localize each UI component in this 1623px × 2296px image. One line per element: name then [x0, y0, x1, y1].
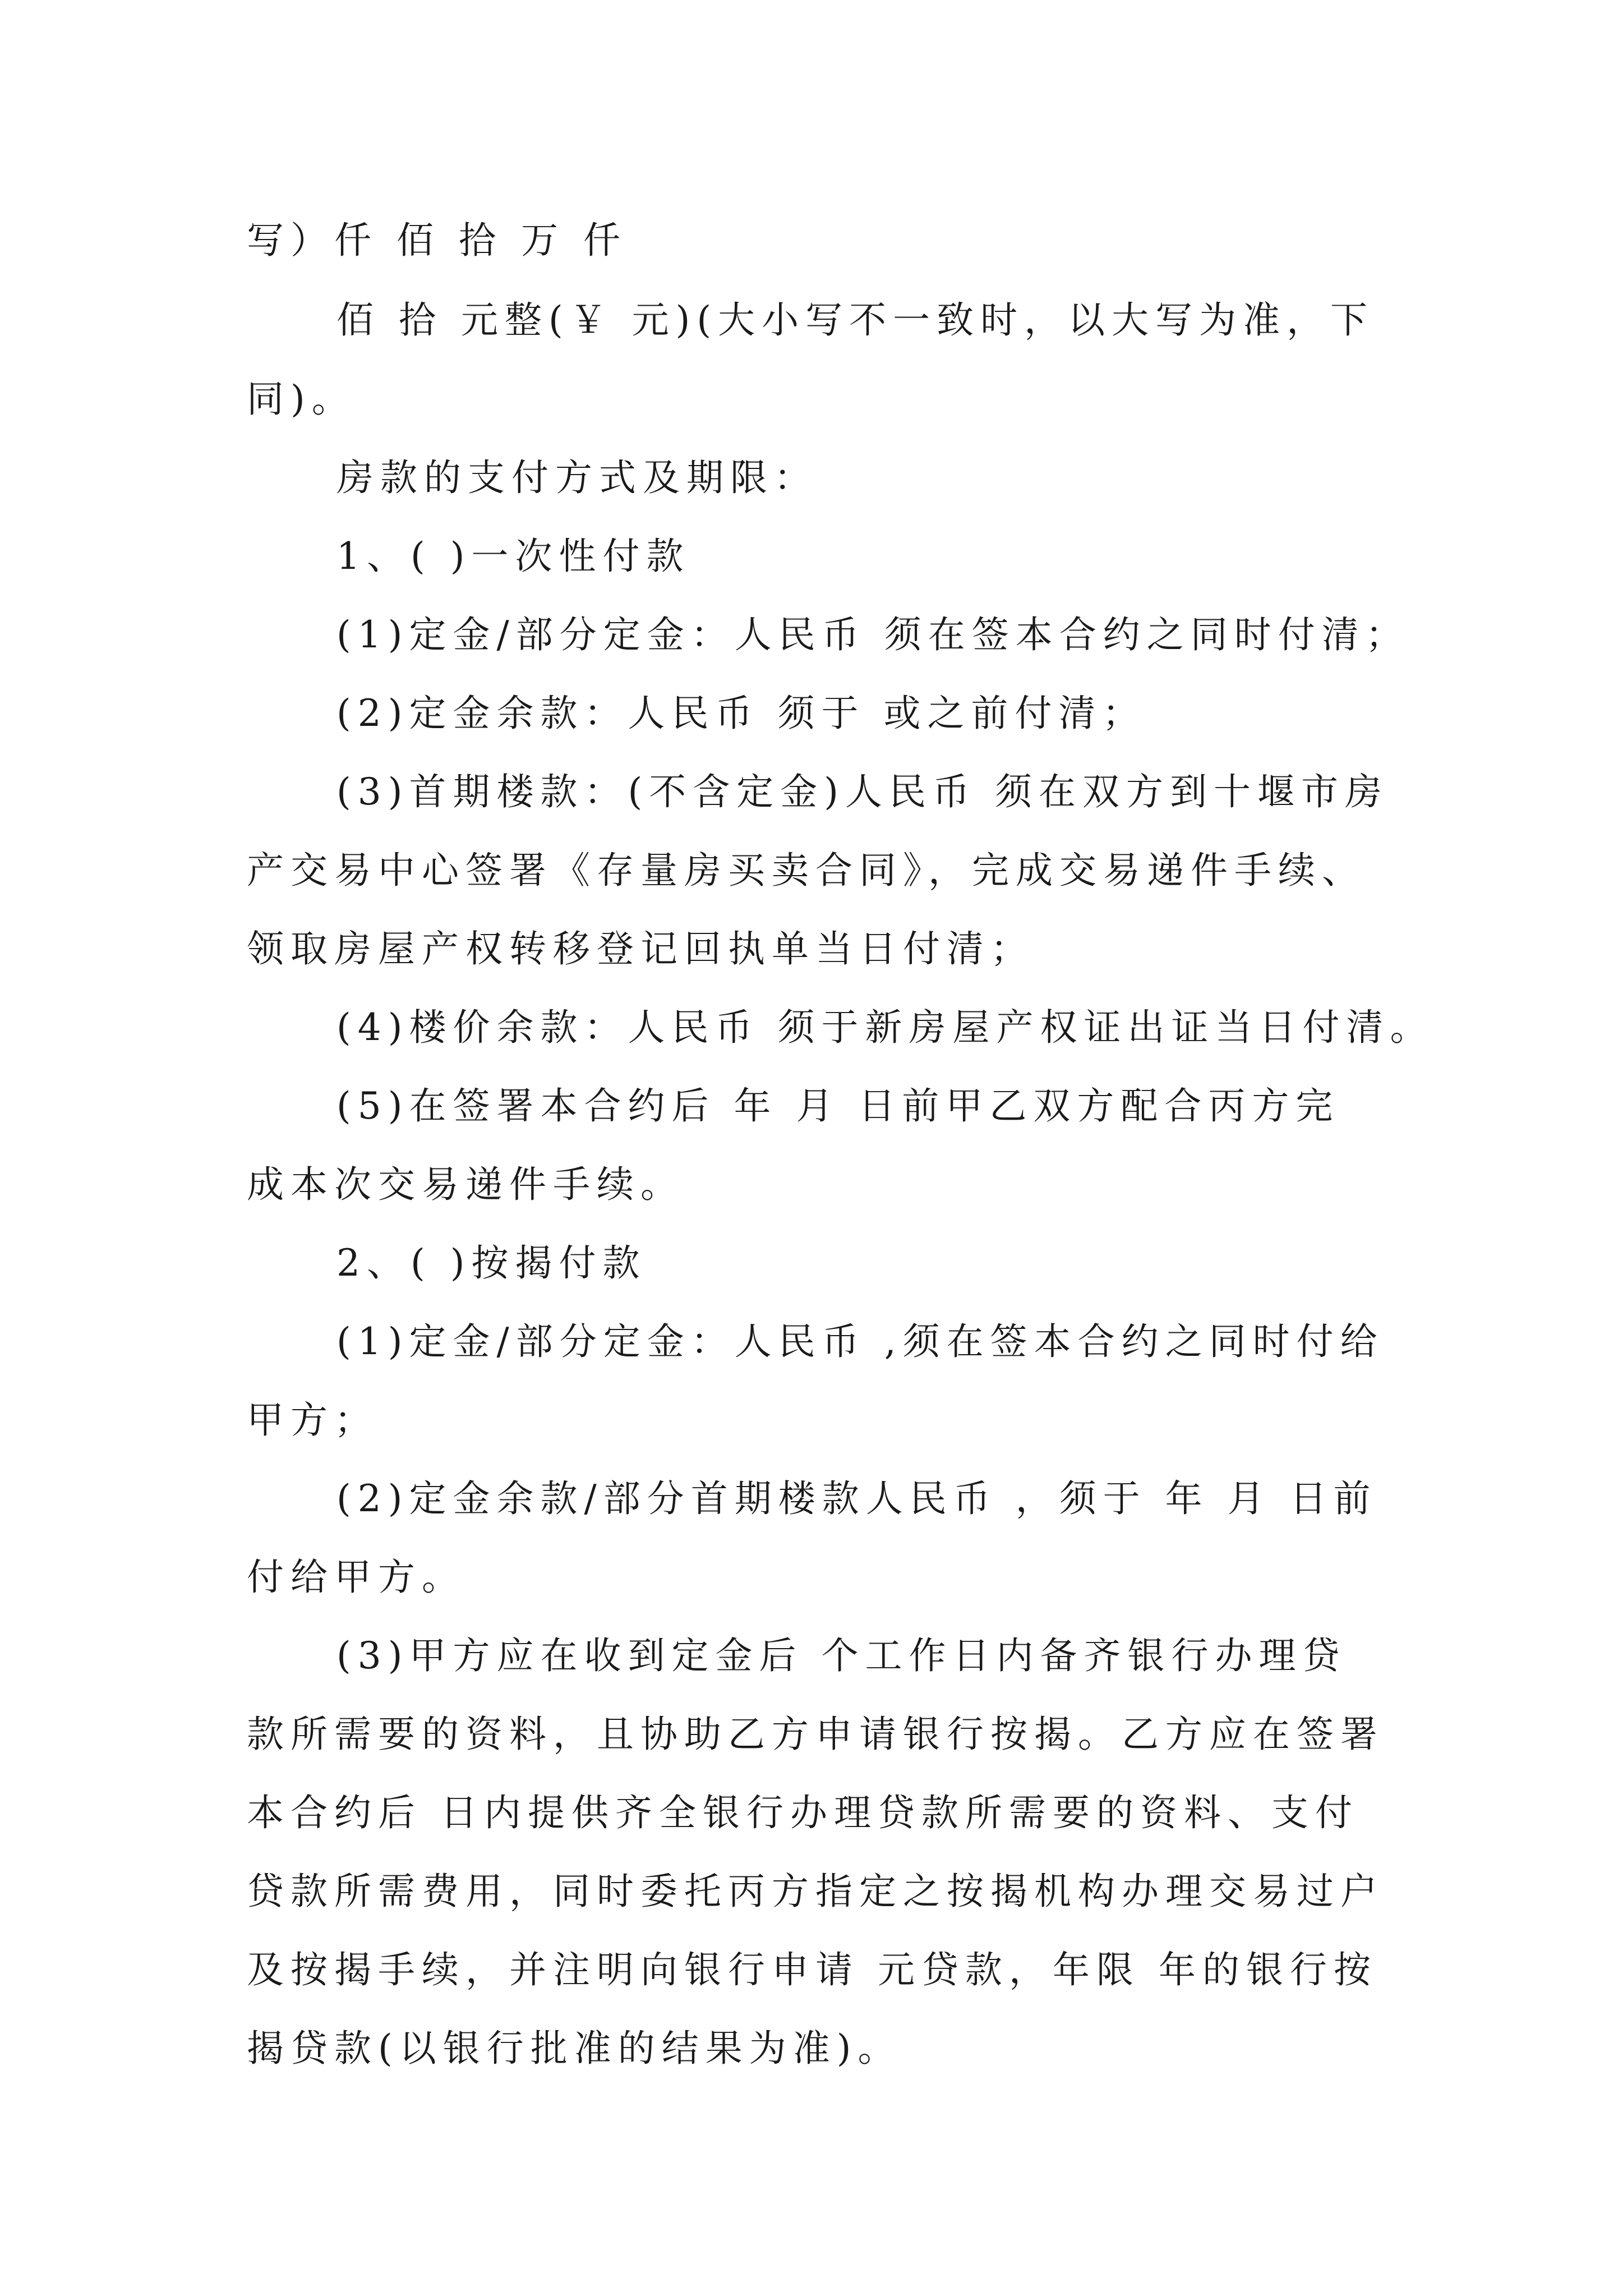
- text-line: 领取房屋产权转移登记回执单当日付清；: [247, 927, 1034, 970]
- text-line: (3)甲方应在收到定金后 个工作日内备齐银行办理贷: [336, 1634, 1347, 1677]
- text-line: 本合约后 日内提供齐全银行办理贷款所需要的资料、支付: [247, 1791, 1359, 1834]
- text-line: 房款的支付方式及期限：: [336, 456, 818, 499]
- text-line: 同)。: [247, 378, 356, 421]
- text-line: (2)定金余款：人民币 须于 或之前付清；: [336, 692, 1146, 735]
- text-line: 及按揭手续，并注明向银行申请 元贷款，年限 年的银行按: [247, 1948, 1377, 1991]
- text-line: 2、( )按揭付款: [336, 1241, 647, 1285]
- text-line: 贷款所需费用，同时委托丙方指定之按揭机构办理交易过户: [247, 1870, 1384, 1913]
- text-line: 产交易中心签署《存量房买卖合同》，完成交易递件手续、: [247, 849, 1366, 892]
- text-line: 揭贷款(以银行批准的结果为准)。: [247, 2027, 902, 2070]
- text-line: 佰 拾 元整(￥ 元)(大小写不一致时，以大写为准，下: [336, 298, 1375, 342]
- text-line: (5)在签署本合约后 年 月 日前甲乙双方配合丙方完: [336, 1084, 1340, 1128]
- text-line: (1)定金/部分定金：人民币 须在签本合约之同时付清；: [336, 613, 1409, 656]
- text-line: 款所需要的资料，且协助乙方申请银行按揭。乙方应在签署: [247, 1713, 1384, 1756]
- text-line: (4)楼价余款：人民币 须于新房屋产权证出证当日付清。: [336, 1006, 1434, 1049]
- text-line: 付给甲方。: [247, 1556, 465, 1599]
- text-line: 1、( )一次性付款: [336, 535, 690, 578]
- text-line: (2)定金余款/部分首期楼款人民币 ，须于 年 月 日前: [336, 1477, 1377, 1520]
- text-line: (1)定金/部分定金：人民币 ,须在签本合约之同时付给: [336, 1320, 1384, 1363]
- text-line: 写）仟 佰 拾 万 仟: [247, 219, 627, 262]
- text-line: 成本次交易递件手续。: [247, 1163, 684, 1206]
- text-line: 甲方；: [247, 1398, 378, 1442]
- text-line: (3)首期楼款：(不含定金)人民币 须在双方到十堰市房: [336, 770, 1389, 813]
